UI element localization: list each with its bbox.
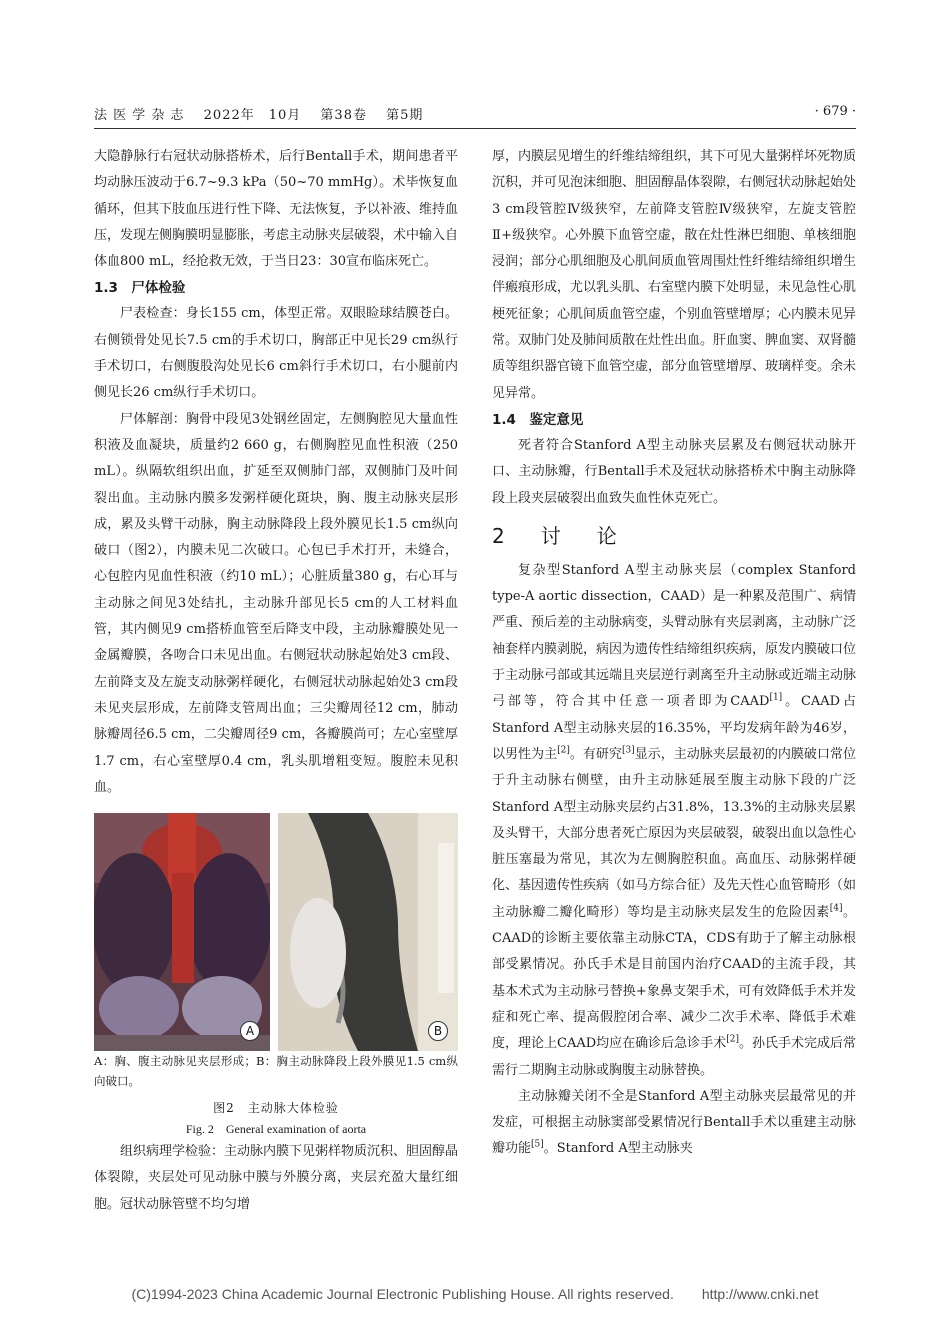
header-rule <box>94 128 856 129</box>
aorta-photo-b <box>278 813 458 1051</box>
citation[interactable]: [2] <box>726 1034 739 1045</box>
paragraph: 主动脉瓣关闭不全是Stanford A型主动脉夹层最常见的并发症，可根据主动脉窦部受累情况行Bentall手术以重建主动脉瓣功能[5]。Stanford A型主动脉夹 <box>492 1088 856 1157</box>
figure-title-cn: 图2 主动脉大体检验 <box>213 1101 339 1116</box>
paragraph: 厚，内膜层见增生的纤维结缔组织，其下可见大量粥样坏死物质沉积，并可见泡沫细胞、胆固醇晶体裂隙，右侧冠状动脉起始处3 cm段管腔Ⅳ级狭窄，左前降支管腔Ⅳ级狭窄，左旋支管腔Ⅱ+级狭窄。心外膜下血管空虚，散在灶性淋巴细胞、单核细胞浸润；部分心肌细胞及心肌间质血管周围灶性纤维结缔组织增生伴瘢痕形成，尤以乳头肌、右室壁内膜下处明显，未见急性心肌梗死征象；心肌间质血管空虚，个别血管壁增厚；心内膜未见异常。双肺门处及肺间质散在灶性出血。肝血窦、脾血窦、双肾髓质等组织器官镜下血管空虚，部分血管壁增厚、玻璃样变。余未见异常。 <box>492 149 857 401</box>
figure-title-en: Fig. 2 General examination of aorta <box>185 1122 367 1137</box>
running-header <box>94 104 856 128</box>
right-column <box>492 144 856 1163</box>
paragraph: 复杂型Stanford A型主动脉夹层（complex Stanford type-A aortic dissection，CAAD）是一种累及范围广、病情严重、预后差的主动脉病变，头臂动脉有夹层剥离，主动脉广泛袖套样内膜剥脱，病因为遗传性结缔组织疾病，原发内膜破口位于主动脉弓部或其远端且夹层逆行剥离至升主动脉或近端主动脉弓部等，符合其中任意一项者即为CAAD[1]。CAAD占Stanford A型主动脉夹层的16.35%，平均发病年龄为46岁，以男性为主[2]。有研究[3]显示，主动脉夹层最初的内膜破口常位于升主动脉右侧壁，由升主动脉延展至腹主动脉下段的广泛Stanford A型主动脉夹层约占31.8%，13.3%的主动脉夹层累及头臂干，大部分患者死亡原因为夹层破裂，破裂出血以急性心脏压塞最为常见，其次为左侧胸腔积血。高血压、动脉粥样硬化、基因遗传性疾病（如马方综合征）及先天性心血管畸形（如主动脉瓣二瓣化畸形）等均是主动脉夹层发生的危险因素[4]。CAAD的诊断主要依靠主动脉CTA，CDS有助于了解主动脉根部受累情况。孙氏手术是目前国内治疗CAAD的主流手段，其基本术式为主动脉弓替换+象鼻支架手术，可有效降低手术并发症和死亡率、提高假腔闭合率、减少二次手术率、降低手术难度，理论上CAAD均应在确诊后急诊手术[2]。孙氏手术完成后常需行二期胸主动脉或胸腹主动脉替换。 <box>492 562 857 1078</box>
figure-label-b: B <box>428 1021 448 1041</box>
section-heading-1-3: 1.3 尸体检验 <box>94 280 186 297</box>
copyright-footer: (C)1994-2023 China Academic Journal Electronic Publishing House. All rights reserved. http://www.cnki.net <box>131 1286 819 1302</box>
page-number: · 679 · <box>814 104 856 119</box>
citation[interactable]: [2] <box>557 745 570 756</box>
figure-subcaption: A：胸、腹主动脉见夹层形成；B：胸主动脉降段上段外膜见1.5 cm纵向破口。 <box>94 1054 458 1089</box>
paragraph: 死者符合Stanford A型主动脉夹层累及右侧冠状动脉开口、主动脉瓣，行Bentall手术及冠状动脉搭桥术中胸主动脉降段上段夹层破裂出血致失血性休克死亡。 <box>492 437 856 506</box>
aorta-photo-a <box>94 813 270 1051</box>
journal-info: 法 医 学 杂 志 2022年 10月 第38卷 第5期 <box>94 108 424 123</box>
section-heading-1-4: 1.4 鉴定意见 <box>492 411 584 428</box>
paragraph: 尸体解剖：胸骨中段见3处钢丝固定，左侧胸腔见大量血性积液及血凝块，质量约2 660 g，右侧胸腔见血性积液（250 mL）。纵隔软组织出血，扩延至双侧肺门部，双侧肺门及叶间裂出血。主动脉内膜多发粥样硬化斑块，胸、腹主动脉夹层形成，累及头臂干动脉，胸主动脉降段上段外膜见长1.5 cm纵向破口（图2），内膜未见二次破口。心包已手术打开，未缝合，心包腔内见血性积液（约10 mL）；心脏质量380 g，右心耳与主动脉之间见3处结扎，主动脉升部见长5 cm的人工材料血管，其内侧见9 cm搭桥血管至后降支中段，主动脉瓣膜处见一金属瓣膜，各吻合口未见出血。右侧冠状动脉起始处3 cm段、左前降支及左旋支动脉粥样硬化，右侧冠状动脉起始处3 cm段未见夹层形成，左前降支管周出血；三尖瓣周径12 cm，肺动脉瓣周径6.5 cm，二尖瓣周径9 cm，各瓣膜尚可；左心室壁厚1.7 cm，右心室壁厚0.4 cm，乳头肌增粗变短。腹腔未见积血。 <box>94 411 458 795</box>
section-heading-discussion: 2 讨 论 <box>492 523 625 548</box>
citation[interactable]: [4] <box>829 903 843 914</box>
citation[interactable]: [5] <box>531 1140 544 1151</box>
figure-images <box>94 813 458 1051</box>
paragraph: 尸表检查：身长155 cm，体型正常。双眼睑球结膜苍白。右侧锁骨处见长7.5 cm的手术切口，胸部正中见长29 cm纵行手术切口，右侧腹股沟处见长6 cm斜行手术切口，右小腿前内侧见长26 cm纵行手术切口。 <box>94 306 458 401</box>
figure-2 <box>94 813 458 1139</box>
citation[interactable]: [1] <box>769 693 783 704</box>
citation[interactable]: [3] <box>621 745 635 756</box>
figure-label-a: A <box>240 1021 260 1041</box>
paragraph: 组织病理学检验：主动脉内膜下见粥样物质沉积、胆固醇晶体裂隙，夹层处可见动脉中膜与外膜分离，夹层充盈大量红细胞。冠状动脉管壁不均匀增 <box>94 1144 459 1212</box>
paragraph: 大隐静脉行右冠状动脉搭桥术，后行Bentall手术，期间患者平均动脉压波动于6.7~9.3 kPa（50~70 mmHg）。术毕恢复血循环，但其下肢血压进行性下降、无法恢复，予以补液、维持血压，发现左侧胸膜明显膨胀，考虑主动脉夹层破裂，术中输入自体血800 mL，经抢救无效，于当日23：30宣布临床死亡。 <box>94 149 459 270</box>
left-column <box>94 144 458 1218</box>
